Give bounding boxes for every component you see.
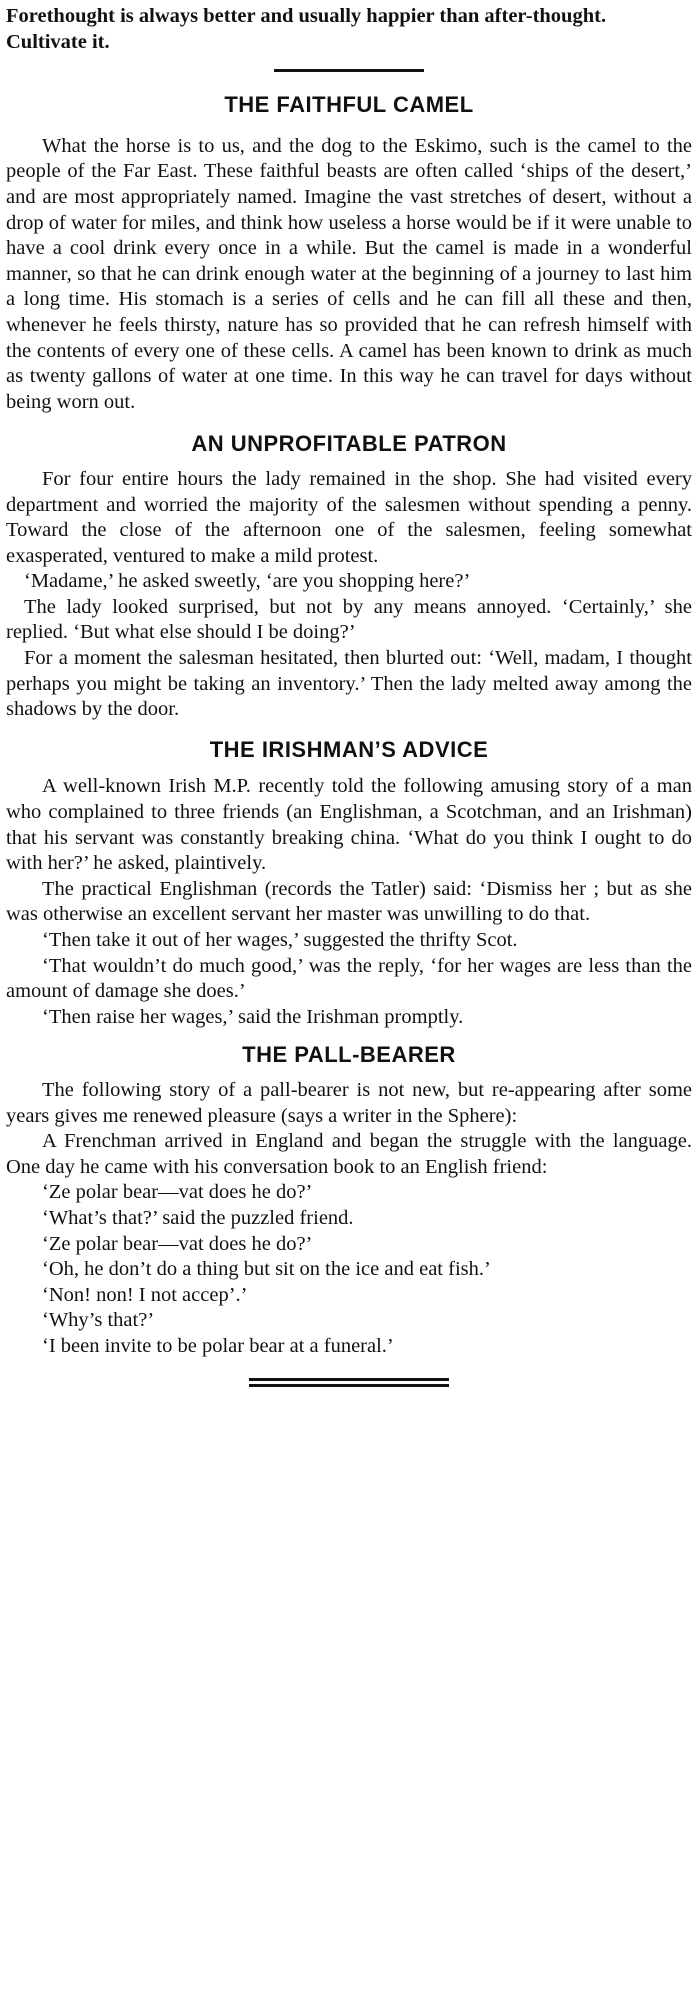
article-paragraph: The practical Englishman (records the Tatler) said: ‘Dismiss her ; but as she was otherwise an excellent servant her master was unwilling to do that.	[6, 877, 692, 926]
section-divider	[274, 69, 424, 72]
intro-text: Forethought is always better and usually happier than after-thought. Cultivate it.	[6, 5, 607, 53]
article-paragraph: A well-known Irish M.P. recently told the following amusing story of a man who complained to three friends (an Englishman, a Scotchman, and an Irishman) that his servant was constantly breaking china. ‘What do you think I ought to do with her?’ he asked, plaintively.	[6, 775, 692, 875]
article-paragraph: For four entire hours the lady remained in the shop. She had visited every department and worried the majority of the salesmen without spending a penny. Toward the close of the afternoon one of the salesmen, feeling somewhat exasperated, ventured to make a mild protest.	[6, 467, 692, 567]
article-irishmans-advice	[6, 737, 692, 1031]
article-paragraph: ‘Then take it out of her wages,’ suggested the thrifty Scot.	[42, 929, 518, 951]
article-paragraph: ‘That wouldn’t do much good,’ was the reply, ‘for her wages are less than the amount of damage she does.’	[6, 954, 692, 1003]
end-divider-line	[249, 1384, 449, 1387]
article-paragraph: ‘Ze polar bear—vat does he do?’	[42, 1232, 313, 1255]
end-divider	[249, 1378, 449, 1387]
article-paragraph: ‘Why’s that?’	[42, 1309, 155, 1332]
article-paragraph: ‘What’s that?’ said the puzzled friend.	[42, 1206, 354, 1229]
article-paragraph: ‘Oh, he don’t do a thing but sit on the ice and eat fish.’	[42, 1258, 491, 1281]
article-paragraph: For a moment the salesman hesitated, then blurted out: ‘Well, madam, I thought perhaps you might be taking an inventory.’ Then the lady melted away among the shadows by the door.	[6, 647, 692, 721]
article-paragraph: What the horse is to us, and the dog to the Eskimo, such is the camel to the people of the Far East. These faithful beasts are often called ‘ships of the desert,’ and are most appropriately named. Imagine the vast stretches of desert, without a drop of water for miles, and think how useless a horse would be if it were unable to have a cool drink every once in a while. But the camel is made in a wonderful manner, so that he can drink enough water at the beginning of a journey to last him a long time. His stomach is a series of cells and he can fill all these and then, whenever he feels thirsty, nature has so provided that he can refresh himself with the contents of every one of these cells. A camel has been known to drink as much as twenty gallons of water at one time. In this way he can travel for days without being worn out.	[6, 134, 692, 413]
article-paragraph: ‘Madame,’ he asked sweetly, ‘are you shopping here?’	[24, 570, 471, 593]
end-divider-line	[249, 1378, 449, 1381]
article-paragraph: The lady looked surprised, but not by any means annoyed. ‘Certainly,’ she replied. ‘But what else should I be doing?’	[6, 595, 692, 644]
article-faithful-camel	[6, 92, 692, 415]
article-pall-bearer	[6, 1042, 692, 1359]
article-paragraph: ‘Then raise her wages,’ said the Irishman promptly.	[42, 1005, 464, 1028]
article-title: THE FAITHFUL CAMEL	[224, 92, 474, 118]
article-paragraph: The following story of a pall-bearer is not new, but re-appearing after some years gives me renewed pleasure (says a writer in the Sphere):	[6, 1078, 692, 1127]
article-title: THE IRISHMAN’S ADVICE	[209, 736, 489, 762]
article-paragraph: ‘Non! non! I not accep’.’	[42, 1283, 248, 1306]
article-paragraph: A Frenchman arrived in England and began the struggle with the language. One day he came with his conversation book to an English friend:	[6, 1130, 692, 1178]
article-title: THE PALL-BEARER	[242, 1042, 456, 1068]
article-unprofitable-patron	[6, 431, 692, 723]
article-paragraph: ‘I been invite to be polar bear at a funeral.’	[42, 1334, 394, 1357]
article-paragraph: ‘Ze polar bear—vat does he do?’	[42, 1181, 313, 1204]
article-title: AN UNPROFITABLE PATRON	[191, 431, 507, 457]
